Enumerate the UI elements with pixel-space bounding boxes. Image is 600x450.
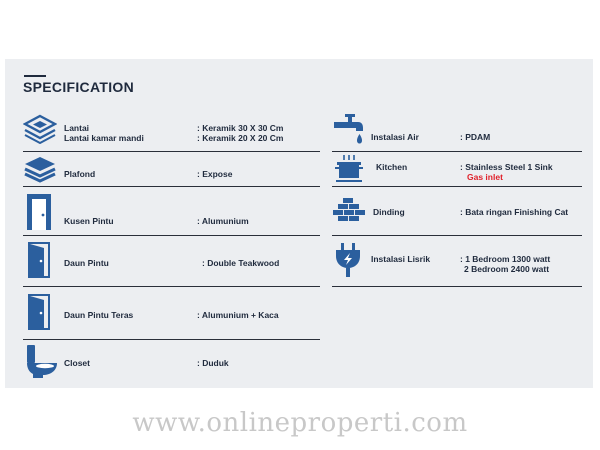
terrace-door-icon: [28, 294, 50, 330]
dinding-label: Dinding: [373, 207, 405, 217]
toilet-icon: [25, 343, 59, 379]
brick-wall-icon: [333, 197, 367, 223]
instalasi-lisrik-label: Instalasi Lisrik: [371, 254, 431, 264]
floor-tiles-icon: [23, 114, 57, 144]
closet-label: Closet: [64, 358, 90, 368]
divider: [332, 286, 582, 287]
lantai-label: Lantai: [64, 123, 90, 133]
door-icon: [28, 242, 50, 278]
kusen-pintu-value: : Alumunium: [197, 216, 249, 226]
kusen-pintu-label: Kusen Pintu: [64, 216, 114, 226]
divider: [332, 151, 582, 152]
divider: [23, 186, 320, 187]
daun-pintu-teras-label: Daun Pintu Teras: [64, 310, 134, 320]
divider: [23, 339, 320, 340]
electric-plug-icon: [334, 242, 362, 278]
lantai-kamar-mandi-label: Lantai kamar mandi: [64, 133, 144, 143]
lantai-value: : Keramik 30 X 30 Cm: [197, 123, 284, 133]
daun-pintu-teras-value: : Alumunium + Kaca: [197, 310, 279, 320]
divider: [23, 286, 320, 287]
daun-pintu-value: : Double Teakwood: [202, 258, 280, 268]
divider: [332, 235, 582, 236]
lantai-kamar-mandi-value: : Keramik 20 X 20 Cm: [197, 133, 284, 143]
title-underline: [24, 75, 46, 77]
kitchen-gas-inlet: Gas inlet: [467, 172, 503, 182]
cooking-pot-icon: [334, 153, 364, 183]
kitchen-value: : Stainless Steel 1 Sink: [460, 162, 553, 172]
instalasi-lisrik-value-1: : 1 Bedroom 1300 watt: [460, 254, 551, 264]
door-frame-icon: [26, 193, 52, 231]
dinding-value: : Bata ringan Finishing Cat: [460, 207, 569, 217]
plafond-label: Plafond: [64, 169, 96, 179]
daun-pintu-label: Daun Pintu: [64, 258, 109, 268]
page-title: SPECIFICATION: [23, 79, 134, 95]
plafond-value: : Expose: [197, 169, 233, 179]
watermark: www.onlineproperti.com: [132, 408, 468, 438]
divider: [332, 186, 582, 187]
divider: [23, 235, 320, 236]
divider: [23, 151, 320, 152]
ceiling-layers-icon: [23, 155, 57, 185]
kitchen-label: Kitchen: [376, 162, 408, 172]
instalasi-air-label: Instalasi Air: [371, 132, 419, 142]
instalasi-air-value: : PDAM: [460, 132, 491, 142]
instalasi-lisrik-value-2: 2 Bedroom 2400 watt: [464, 264, 550, 274]
water-tap-icon: [332, 112, 366, 146]
closet-value: : Duduk: [197, 358, 229, 368]
